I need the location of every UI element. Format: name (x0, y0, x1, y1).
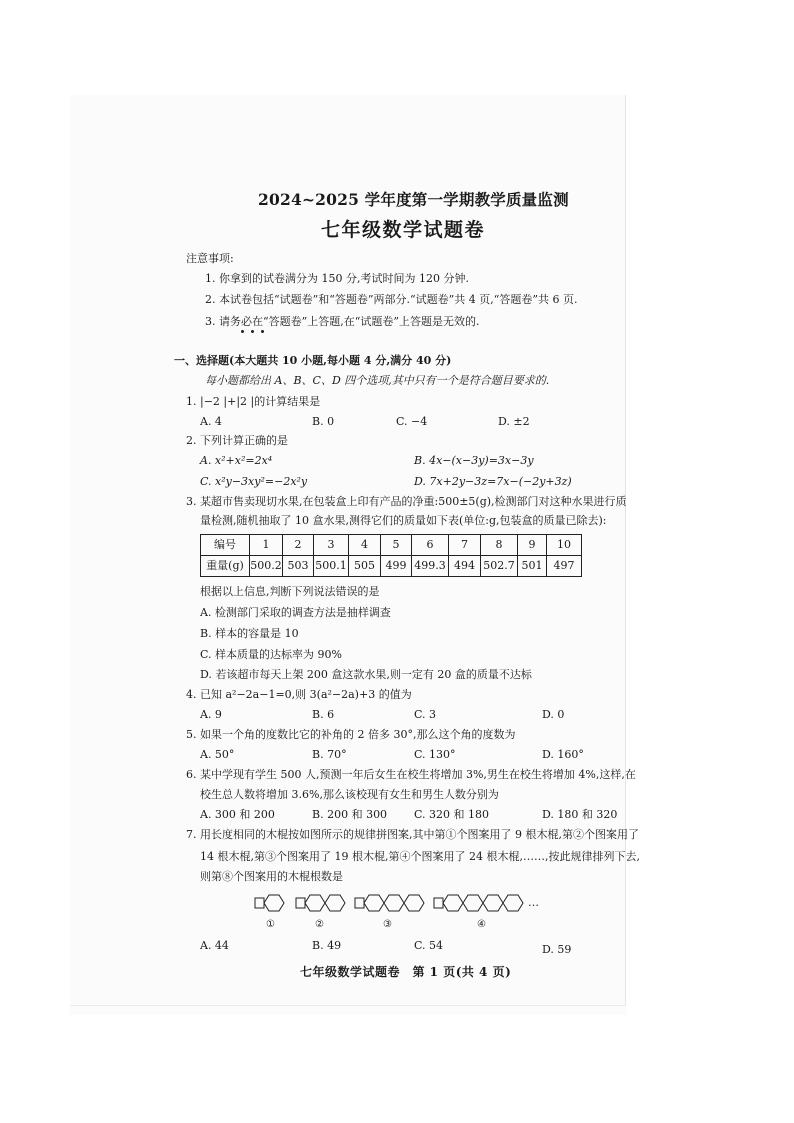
q2-option-d: D. 7x+2y−3z=7x−(−2y+3z) (414, 475, 572, 488)
pattern-2 (296, 895, 345, 911)
table-cell: 5 (381, 535, 412, 556)
table-cell: 494 (449, 556, 481, 577)
sheet-edge (625, 95, 626, 1005)
table-cell: 502.7 (481, 556, 518, 577)
q6-option-d: D. 180 和 320 (542, 808, 618, 821)
table-cell: 2 (283, 535, 314, 556)
notes-heading: 注意事项: (186, 252, 234, 265)
q3-option-c: C. 样本质量的达标率为 90% (200, 648, 342, 661)
q7-option-d: D. 59 (542, 943, 572, 956)
figure-ellipsis: … (528, 896, 539, 909)
table-cell: 10 (547, 535, 582, 556)
q6-stem: 6. 某中学现有学生 500 人,预测一年后女生在校生将增加 3%,男生在校生将增加 4%,这样,在 (186, 768, 636, 781)
q4-stem: 4. 已知 a²−2a−1=0,则 3(a²−2a)+3 的值为 (186, 688, 412, 701)
q2-option-b: B. 4x−(x−3y)=3x−3y (414, 454, 534, 467)
sheet-edge (70, 1005, 626, 1006)
table-cell: 499.3 (412, 556, 449, 577)
q3-option-a: A. 检测部门采取的调查方法是抽样调查 (200, 606, 391, 619)
table-cell: 505 (349, 556, 381, 577)
table-cell: 501 (518, 556, 547, 577)
figure-label: ④ (477, 919, 486, 930)
note-item: 2. 本试卷包括“试题卷”和“答题卷”两部分.“试题卷”共 4 页,“答题卷”共 6 页. (205, 293, 578, 306)
figure-label: ② (315, 919, 324, 930)
q1-option-a: A. 4 (200, 415, 222, 428)
q2-option-c: C. x²y−3xy²=−2x²y (200, 475, 308, 488)
table-cell: 6 (412, 535, 449, 556)
q4-option-b: B. 6 (312, 708, 335, 721)
table-cell: 500.2 (250, 556, 283, 577)
note-item: 3. 请务必在“答题卷”上答题,在“试题卷”上答题是无效的. (205, 315, 480, 328)
pattern-1 (255, 895, 284, 911)
q4-option-c: C. 3 (414, 708, 437, 721)
q3-stem: 量检测,随机抽取了 10 盒水果,测得它们的质量如下表(单位:g,包装盒的质量已除去): (200, 514, 607, 527)
pattern-4 (434, 895, 523, 911)
exam-title-line1: 2024~2025 学年度第一学期教学质量监测 (258, 190, 569, 209)
table-cell: 1 (250, 535, 283, 556)
q1-option-b: B. 0 (312, 415, 335, 428)
q6-option-c: C. 320 和 180 (414, 808, 490, 821)
pattern-3 (355, 895, 424, 911)
q5-option-a: A. 50° (200, 748, 235, 761)
table-cell: 500.1 (314, 556, 349, 577)
table-cell: 3 (314, 535, 349, 556)
q6-option-b: B. 200 和 300 (312, 808, 388, 821)
q2-option-a: A. x²+x²=2x⁴ (200, 454, 273, 467)
table-cell: 503 (283, 556, 314, 577)
table-header-cell: 重量(g) (201, 556, 250, 577)
table-cell: 7 (449, 535, 481, 556)
q5-stem: 5. 如果一个角的度数比它的补角的 2 倍多 30°,那么这个角的度数为 (186, 728, 516, 741)
emphasis-dot (241, 330, 244, 333)
table-row (201, 535, 582, 556)
q7-stem: 14 根木棍,第③个图案用了 19 根木棍,第④个图案用了 24 根木棍,……,按此规律排列下去, (200, 850, 640, 863)
q4-option-d: D. 0 (542, 708, 565, 721)
q7-stem: 7. 用长度相同的木棍按如图所示的规律拼图案,其中第①个图案用了 9 根木棍,第②个图案用了 (186, 828, 639, 841)
q6-option-a: A. 300 和 200 (200, 808, 275, 821)
exam-title-line2: 七年级数学试题卷 (321, 219, 486, 241)
q6-stem: 校生总人数将增加 3.6%,那么该校现有女生和男生人数分别为 (200, 788, 499, 801)
table-cell: 8 (481, 535, 518, 556)
weights-table (200, 534, 582, 577)
page-footer: 七年级数学试题卷 第 1 页(共 4 页) (300, 965, 512, 979)
q1-option-c: C. −4 (396, 415, 428, 428)
q5-option-d: D. 160° (542, 748, 584, 761)
q4-option-a: A. 9 (200, 708, 222, 721)
q3-follow: 根据以上信息,判断下列说法错误的是 (200, 585, 380, 598)
table-row (201, 556, 582, 577)
q3-option-b: B. 样本的容量是 10 (200, 627, 299, 640)
table-cell: 499 (381, 556, 412, 577)
table-cell: 9 (518, 535, 547, 556)
q7-option-b: B. 49 (312, 939, 342, 952)
table-cell: 497 (547, 556, 582, 577)
emphasis-dot (261, 330, 264, 333)
q7-option-a: A. 44 (200, 939, 229, 952)
table-cell: 4 (349, 535, 381, 556)
q2-stem: 2. 下列计算正确的是 (186, 434, 288, 447)
table-header-cell: 编号 (201, 535, 250, 556)
q7-option-c: C. 54 (414, 939, 444, 952)
matchstick-pattern-figure (250, 882, 550, 932)
emphasis-dot (251, 330, 254, 333)
q7-stem: 则第⑧个图案用的木棍根数是 (200, 870, 343, 883)
q5-option-c: C. 130° (414, 748, 456, 761)
section-heading: 一、选择题(本大题共 10 小题,每小题 4 分,满分 40 分) (174, 354, 452, 367)
q3-stem: 3. 某超市售卖现切水果,在包装盒上印有产品的净重:500±5(g),检测部门对这种水果进行质 (186, 495, 627, 508)
q1-option-d: D. ±2 (498, 415, 530, 428)
note-item: 1. 你拿到的试卷满分为 150 分,考试时间为 120 分钟. (205, 272, 469, 285)
figure-label: ③ (383, 919, 392, 930)
section-instruction: 每小题都给出 A、B、C、D 四个选项,其中只有一个是符合题目要求的. (205, 374, 550, 387)
q1-stem: 1. |−2 |+|2 |的计算结果是 (186, 395, 321, 408)
q5-option-b: B. 70° (312, 748, 347, 761)
figure-label: ① (266, 919, 275, 930)
q3-option-d: D. 若该超市每天上架 200 盒这款水果,则一定有 20 盒的质量不达标 (200, 668, 532, 681)
